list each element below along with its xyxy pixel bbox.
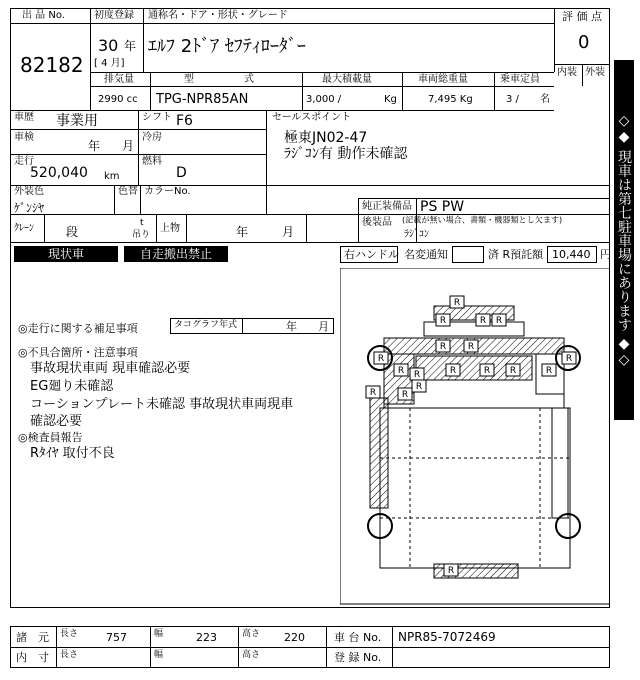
svg-text:R: R: [453, 298, 461, 308]
svg-text:R: R: [377, 354, 385, 364]
r-mark: [394, 364, 408, 376]
registration-label: 登 録 No.: [334, 651, 382, 664]
r-mark: [436, 340, 450, 352]
defect-line-3: コーションプレート未確認 事故現状車両現車: [30, 397, 294, 412]
history-value: 事業用: [56, 113, 98, 129]
upper-body-year: 年: [236, 225, 249, 239]
first-reg-month: [ 4 月]: [94, 58, 125, 69]
color-change-label: 色替: [118, 186, 138, 197]
svg-text:R: R: [495, 316, 503, 326]
svg-text:R: R: [545, 366, 553, 376]
crane-stage: 段: [66, 225, 79, 239]
ac-label: 冷房: [142, 132, 162, 143]
aftermarket-note: (記載が無い場合、書類・機器類とし欠ます): [402, 216, 563, 226]
dims-label: 諸 元: [16, 631, 49, 644]
sales-point-line2: ﾗｼﾞｺﾝ有 動作未確認: [284, 146, 408, 162]
capacity-label: 乗車定員: [500, 74, 540, 85]
svg-text:R: R: [467, 342, 475, 352]
r-mark: [374, 352, 388, 364]
tacho-year: 年: [286, 320, 297, 333]
recycle-amount: 10,440: [552, 248, 591, 261]
svg-text:R: R: [439, 342, 447, 352]
height-value: 220: [284, 631, 305, 644]
model-label: 型 式: [184, 74, 254, 85]
left-rail: [370, 398, 388, 508]
first-reg-year-unit: 年: [124, 39, 137, 53]
length-value: 757: [106, 631, 127, 644]
lot-label: 出 品 No.: [22, 10, 65, 21]
svg-text:R: R: [509, 366, 517, 376]
damage-diagram: [340, 268, 610, 608]
r-mark: [410, 368, 424, 380]
width-value: 223: [196, 631, 217, 644]
svg-text:R: R: [439, 316, 447, 326]
sales-point-line1: 極東JN02-47: [284, 130, 368, 146]
inner-length-label: 長さ: [60, 650, 79, 660]
svg-text:R: R: [397, 366, 405, 376]
yen-unit: 円: [600, 248, 611, 261]
r-mark: [542, 364, 556, 376]
name-change-checkbox: [452, 246, 484, 263]
exterior-color-value: ｹﾞﾝｼﾔ: [14, 201, 45, 215]
max-load-value: 3,000 /: [306, 94, 342, 105]
capacity-value: 3 /: [506, 94, 519, 105]
score-value: 0: [578, 32, 590, 53]
r-mark: [450, 296, 464, 308]
shift-value: F6: [176, 113, 193, 129]
displacement-value: 2990 cc: [98, 94, 138, 105]
svg-text:R: R: [415, 382, 423, 392]
r-mark: [412, 380, 426, 392]
tacho-label: タコグラフ年式: [174, 320, 238, 330]
score-label: 評 価 点: [562, 10, 602, 23]
shift-label: シフト: [142, 112, 172, 123]
interior-label: 内装: [557, 67, 577, 78]
exterior-label: 外装: [585, 67, 605, 78]
r-mark: [436, 314, 450, 326]
max-load-label: 最大積載量: [322, 74, 372, 85]
r-mark: [464, 340, 478, 352]
color-code-label: カラーNo.: [144, 186, 191, 197]
upper-body-month: 月: [282, 225, 295, 239]
inspector-line: Rﾀｲﾔ 取付不良: [30, 446, 115, 461]
supplement-label: ◎走行に関する補足事項: [18, 322, 138, 335]
model-value: TPG-NPR85AN: [156, 92, 249, 107]
width-label: 幅: [154, 629, 164, 639]
history-label: 車歴: [14, 112, 34, 123]
upper-body-label: 上物: [160, 223, 180, 234]
r-mark: [480, 364, 494, 376]
r-mark: [506, 364, 520, 376]
r-mark: [444, 564, 458, 576]
defects-label: ◎不具合箇所・注意事項: [18, 346, 138, 359]
mileage-unit: km: [104, 171, 120, 182]
capacity-unit: 名: [540, 94, 550, 105]
genuine-equipment-value: PS PW: [420, 199, 465, 215]
inspection-month: 月: [122, 139, 135, 153]
genuine-equipment-label: 純正装備品: [362, 201, 412, 212]
svg-text:R: R: [483, 366, 491, 376]
svg-text:R: R: [449, 366, 457, 376]
r-mark: [398, 388, 412, 400]
crane-label: ｸﾚｰﾝ: [14, 223, 34, 234]
crane-ton: t: [140, 218, 144, 228]
inspector-label: ◎検査員報告: [18, 431, 83, 444]
r-mark: [562, 352, 576, 364]
r-mark: [446, 364, 460, 376]
inner-height-label: 高さ: [242, 650, 261, 660]
body-outline: [380, 408, 570, 568]
gross-weight-label: 車両総重量: [418, 74, 468, 85]
chassis-label: 車 台 No.: [334, 631, 382, 644]
fuel-value: D: [176, 165, 187, 181]
r-mark: [492, 314, 506, 326]
svg-text:R: R: [479, 316, 487, 326]
exterior-color-label: 外装色: [14, 186, 44, 197]
gross-weight-value: 7,495 Kg: [428, 94, 473, 105]
sales-point-label: セールスポイント: [272, 112, 352, 123]
r-mark: [476, 314, 490, 326]
tacho-month: 月: [318, 320, 329, 333]
height-label: 高さ: [242, 629, 261, 639]
name-change-label: 名変通知: [404, 248, 448, 261]
rhd-label: 右ハンドル: [344, 248, 399, 261]
mileage-label: 走行: [14, 156, 34, 167]
chassis-value: NPR85-7072469: [398, 630, 496, 644]
car-name-label: 通称名・ドア・形状・グレード: [148, 10, 288, 21]
side-banner: ◇◆ 現車は第七駐車場にあります ◆◇: [614, 60, 634, 420]
svg-text:R: R: [401, 390, 409, 400]
right-rail: [552, 408, 568, 518]
defect-line-4: 確認必要: [30, 414, 83, 429]
svg-text:R: R: [447, 566, 455, 576]
svg-text:R: R: [413, 370, 421, 380]
mileage-value: 520,040: [30, 165, 88, 181]
r-mark: [366, 386, 380, 398]
first-reg-label: 初度登録: [94, 10, 134, 21]
recycle-label: 済 R預託額: [488, 248, 544, 261]
max-load-unit: Kg: [384, 94, 397, 105]
current-state-badge: 現状車: [14, 246, 118, 262]
inspection-label: 車検: [14, 132, 34, 143]
no-self-drive-badge: 自走搬出禁止: [124, 246, 228, 262]
svg-text:R: R: [565, 354, 573, 364]
defect-line-1: 事故現状車両 現車確認必要: [30, 361, 191, 376]
fuel-label: 燃料: [142, 156, 162, 167]
crane-lift: 吊り: [132, 230, 151, 240]
aftermarket-value: ﾗｼﾞｺﾝ: [404, 229, 429, 240]
inner-dims-label: 内 寸: [16, 651, 49, 664]
car-name: ｴﾙﾌ 2ﾄﾞｱ ｾﾌﾃｨﾛｰﾀﾞｰ: [148, 36, 306, 57]
length-label: 長さ: [60, 629, 79, 639]
aftermarket-label: 後装品: [362, 217, 392, 228]
displacement-label: 排気量: [104, 74, 134, 85]
inner-width-label: 幅: [154, 650, 164, 660]
svg-text:R: R: [369, 388, 377, 398]
inspection-year: 年: [88, 139, 101, 153]
defect-line-2: EG廻り未確認: [30, 379, 114, 394]
lot-number: 82182: [20, 53, 84, 77]
first-reg-year: 30: [98, 36, 119, 55]
